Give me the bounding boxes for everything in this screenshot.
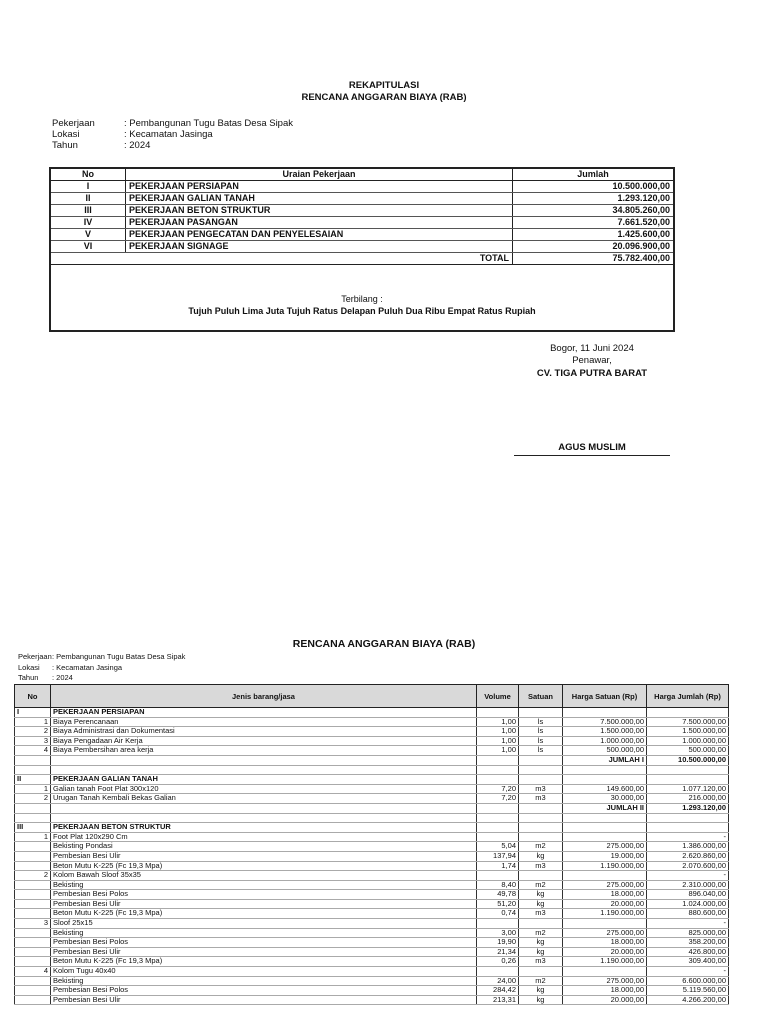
row-unit [519,755,563,765]
row-volume: 51,20 [477,899,519,909]
row-item [51,755,477,765]
row-price: 7.500.000,00 [563,717,647,727]
place-date: Bogor, 11 Juni 2024 [550,343,634,354]
row-item: Biaya Perencanaan [51,717,477,727]
row-total: 500.000,00 [647,746,729,756]
row-volume [477,708,519,718]
row-volume: 1,00 [477,717,519,727]
row-total: 7.500.000,00 [647,717,729,727]
row-price: 19.000,00 [563,851,647,861]
table-row [15,909,729,919]
row-unit: kg [519,947,563,957]
row-sub-no [15,976,51,986]
subtotal-value: 10.500.000,00 [647,755,729,765]
row-volume [477,832,519,842]
blank-cell [51,765,477,775]
row-price: 20.000,00 [563,947,647,957]
row-unit: kg [519,995,563,1005]
recap-row-desc: PEKERJAAN SIGNAGE [126,241,513,253]
row-total: - [647,832,729,842]
row-total: 309.400,00 [647,957,729,967]
table-row [15,899,729,909]
recap-row [51,193,673,205]
subtotal-row [15,755,729,765]
info-label: Tahun [52,140,78,151]
row-price [563,823,647,833]
table-row [15,832,729,842]
blank-row [15,813,729,823]
info-value: : Pembangunan Tugu Batas Desa Sipak [124,118,294,129]
header-no: No [15,685,51,708]
blank-row [15,765,729,775]
recap-row [51,181,673,193]
row-unit: ls [519,736,563,746]
row-item: PEKERJAAN GALIAN TANAH [51,775,477,785]
info-value: : Pembangunan Tugu Batas Desa Sipak [52,652,186,661]
recap-row-desc: PEKERJAAN PASANGAN [126,217,513,229]
row-price: 20.000,00 [563,995,647,1005]
rab-info [18,652,185,684]
row-price: 275.000,00 [563,842,647,852]
row-total: 5.119.560,00 [647,986,729,996]
row-price [563,708,647,718]
recap-row-amount: 10.500.000,00 [513,181,674,193]
row-sub-no [15,957,51,967]
row-item: Beton Mutu K-225 (Fc 19,3 Mpa) [51,957,477,967]
row-unit: m2 [519,880,563,890]
row-volume: 137,94 [477,851,519,861]
table-row [15,938,729,948]
row-unit [519,919,563,929]
subtotal-row [15,803,729,813]
row-price: 1.190.000,00 [563,861,647,871]
recap-row-amount: 1.293.120,00 [513,193,674,205]
rab-body [15,708,729,1005]
row-volume [477,823,519,833]
recap-row-desc: PEKERJAAN GALIAN TANAH [126,193,513,205]
table-row [15,736,729,746]
row-volume: 1,74 [477,861,519,871]
recap-row-no: V [51,229,126,241]
total-value: 75.782.400,00 [513,253,674,265]
row-price: 149.600,00 [563,784,647,794]
row-price: 275.000,00 [563,976,647,986]
recap-row-amount: 7.661.520,00 [513,217,674,229]
row-unit [519,708,563,718]
row-volume: 0,26 [477,957,519,967]
signer-name: AGUS MUSLIM [514,442,670,456]
row-unit: m3 [519,909,563,919]
row-sub-no [15,890,51,900]
header-no: No [51,169,126,181]
row-item: PEKERJAAN BETON STRUKTUR [51,823,477,833]
recap-row-desc: PEKERJAAN PERSIAPAN [126,181,513,193]
row-unit [519,803,563,813]
row-unit: m3 [519,861,563,871]
recap-row-no: VI [51,241,126,253]
row-total [647,708,729,718]
header-item: Jenis barang/jasa [51,685,477,708]
recap-row-no: II [51,193,126,205]
row-item: Pembesian Besi Ulir [51,947,477,957]
recap-row-no: IV [51,217,126,229]
row-price: 1.190.000,00 [563,957,647,967]
info-label: Lokasi [18,662,40,672]
row-sub-no [15,861,51,871]
row-unit: kg [519,899,563,909]
row-price [563,832,647,842]
row-total [647,823,729,833]
row-unit: m3 [519,957,563,967]
row-volume: 1,00 [477,736,519,746]
rab-table [14,684,728,1005]
row-item: Bekisting [51,928,477,938]
row-volume: 21,34 [477,947,519,957]
header-unit-price: Harga Satuan (Rp) [563,685,647,708]
row-sub-no [15,995,51,1005]
section-row [15,775,729,785]
row-sub-no [15,947,51,957]
row-total: 2.620.860,00 [647,851,729,861]
row-volume [477,919,519,929]
row-sub-no [15,899,51,909]
row-sub-no: 2 [15,871,51,881]
row-unit: ls [519,717,563,727]
row-unit [519,775,563,785]
row-total [647,775,729,785]
row-volume: 213,31 [477,995,519,1005]
row-sub-no: 3 [15,736,51,746]
info-value: : Kecamatan Jasinga [124,129,213,140]
table-row [15,727,729,737]
table-row [15,890,729,900]
row-unit [519,823,563,833]
row-item: Urugan Tanah Kembali Bekas Galian [51,794,477,804]
table-row [15,957,729,967]
row-unit: kg [519,986,563,996]
table-row [15,986,729,996]
row-volume [477,803,519,813]
row-total: 216.000,00 [647,794,729,804]
row-volume: 1,00 [477,727,519,737]
row-volume [477,871,519,881]
row-item: Biaya Pembersihan area kerja [51,746,477,756]
info-label: Pekerjaan [52,118,95,129]
row-volume: 0,74 [477,909,519,919]
row-item: Pembesian Besi Polos [51,890,477,900]
header-amount: Jumlah [513,169,674,181]
row-sub-no [15,928,51,938]
row-unit: kg [519,938,563,948]
info-value: : Kecamatan Jasinga [52,662,123,672]
row-sub-no: 1 [15,717,51,727]
row-item: Biaya Pengadaan Air Kerja [51,736,477,746]
row-total: 6.600.000,00 [647,976,729,986]
row-total: 880.600,00 [647,909,729,919]
row-sub-no: 1 [15,832,51,842]
row-unit: m2 [519,928,563,938]
row-volume: 8,40 [477,880,519,890]
row-sub-no [15,986,51,996]
row-price [563,775,647,785]
total-label: TOTAL [51,253,513,265]
row-item: Beton Mutu K-225 (Fc 19,3 Mpa) [51,861,477,871]
table-row [15,871,729,881]
blank-cell [477,765,519,775]
recap-row [51,229,673,241]
row-price: 1.000.000,00 [563,736,647,746]
table-row [15,928,729,938]
row-total: 4.266.200,00 [647,995,729,1005]
row-total: 358.200,00 [647,938,729,948]
row-unit [519,871,563,881]
recap-row-desc: PEKERJAAN BETON STRUKTUR [126,205,513,217]
blank-cell [563,765,647,775]
row-unit: kg [519,851,563,861]
row-unit: ls [519,746,563,756]
row-volume [477,967,519,977]
subtotal-label: JUMLAH II [563,803,647,813]
row-item: Bekisting [51,880,477,890]
row-sub-no: 2 [15,794,51,804]
row-price [563,871,647,881]
row-item: Pembesian Besi Ulir [51,995,477,1005]
row-price: 18.000,00 [563,890,647,900]
row-total: 1.024.000,00 [647,899,729,909]
row-price: 1.190.000,00 [563,909,647,919]
recap-row-amount: 34.805.260,00 [513,205,674,217]
row-item: Sloof 25x15 [51,919,477,929]
row-sub-no: 1 [15,784,51,794]
row-item: Pembesian Besi Polos [51,938,477,948]
header-desc: Uraian Pekerjaan [126,169,513,181]
table-row [15,967,729,977]
recap-title: REKAPITULASI [348,80,420,91]
row-price: 18.000,00 [563,938,647,948]
header-total: Harga Jumlah (Rp) [647,685,729,708]
terbilang-label: Terbilang : [341,294,383,304]
row-unit [519,832,563,842]
row-volume: 7,20 [477,784,519,794]
table-row [15,947,729,957]
row-sub-no [15,851,51,861]
row-total: - [647,919,729,929]
recap-subtitle: RENCANA ANGGARAN BIAYA (RAB) [301,92,467,103]
row-no: III [15,823,51,833]
row-unit: m2 [519,842,563,852]
row-unit: m3 [519,784,563,794]
row-sub-no [15,880,51,890]
blank-cell [647,813,729,823]
row-price: 18.000,00 [563,986,647,996]
table-row [15,861,729,871]
info-value: : 2024 [52,673,73,682]
row-sub-no: 3 [15,919,51,929]
info-label: Pekerjaan [18,652,52,661]
company-name: CV. TIGA PUTRA BARAT [536,368,648,379]
row-item: Galian tanah Foot Plat 300x120 [51,784,477,794]
blank-cell [519,813,563,823]
blank-cell [51,813,477,823]
row-price: 30.000,00 [563,794,647,804]
recap-row-amount: 1.425.600,00 [513,229,674,241]
recap-row-amount: 20.096.900,00 [513,241,674,253]
row-price: 20.000,00 [563,899,647,909]
table-row [15,919,729,929]
blank-cell [647,765,729,775]
row-price: 1.500.000,00 [563,727,647,737]
section-row [15,708,729,718]
row-sub-no: 4 [15,746,51,756]
row-volume: 7,20 [477,794,519,804]
info-value: : 2024 [124,140,151,151]
row-total: 825.000,00 [647,928,729,938]
row-item: Bekisting Pondasi [51,842,477,852]
row-sub-no [15,909,51,919]
row-volume: 1,00 [477,746,519,756]
row-volume: 284,42 [477,986,519,996]
recap-row-desc: PEKERJAAN PENGECATAN DAN PENYELESAIAN [126,229,513,241]
row-unit: ls [519,727,563,737]
row-total: - [647,967,729,977]
table-row [15,851,729,861]
row-total: 1.000.000,00 [647,736,729,746]
row-total: 426.800,00 [647,947,729,957]
row-no: II [15,775,51,785]
header-unit: Satuan [519,685,563,708]
row-no: I [15,708,51,718]
table-row [15,842,729,852]
row-volume: 49,78 [477,890,519,900]
table-row [15,880,729,890]
row-item: Pembesian Besi Ulir [51,899,477,909]
subtotal-label: JUMLAH I [563,755,647,765]
recap-info [52,118,293,151]
blank-cell [519,765,563,775]
row-volume: 3,00 [477,928,519,938]
recap-total-row [51,253,673,265]
table-row [15,995,729,1005]
row-total: - [647,871,729,881]
row-item: Bekisting [51,976,477,986]
rab-title: RENCANA ANGGARAN BIAYA (RAB) [292,638,476,650]
recap-row [51,241,673,253]
section-row [15,823,729,833]
row-unit: m3 [519,794,563,804]
row-price: 500.000,00 [563,746,647,756]
row-total: 896.040,00 [647,890,729,900]
row-unit: kg [519,890,563,900]
row-price: 275.000,00 [563,928,647,938]
row-volume: 19,90 [477,938,519,948]
role: Penawar, [572,355,612,366]
blank-cell [563,813,647,823]
info-label: Tahun [18,673,39,682]
row-total: 2.070.600,00 [647,861,729,871]
info-label: Lokasi [52,129,80,140]
table-row [15,794,729,804]
table-row [15,976,729,986]
row-price: 275.000,00 [563,880,647,890]
recap-row [51,217,673,229]
row-item [51,803,477,813]
row-item: Kolom Bawah Sloof 35x35 [51,871,477,881]
row-sub-no [15,842,51,852]
row-item: Kolom Tugu 40x40 [51,967,477,977]
row-volume: 5,04 [477,842,519,852]
table-row [15,784,729,794]
row-unit [519,967,563,977]
row-item: Biaya Administrasi dan Dokumentasi [51,727,477,737]
recap-row-no: I [51,181,126,193]
row-price [563,967,647,977]
row-volume [477,775,519,785]
subtotal-value: 1.293.120,00 [647,803,729,813]
row-price [563,919,647,929]
terbilang-text: Tujuh Puluh Lima Juta Tujuh Ratus Delapan Puluh Dua Ribu Empat Ratus Rupiah [188,306,536,316]
row-total: 2.310.000,00 [647,880,729,890]
row-volume [477,755,519,765]
row-total: 1.386.000,00 [647,842,729,852]
row-item: PEKERJAAN PERSIAPAN [51,708,477,718]
row-item: Pembesian Besi Ulir [51,851,477,861]
row-item: Foot Plat 120x290 Cm [51,832,477,842]
recap-row-no: III [51,205,126,217]
row-total: 1.077.120,00 [647,784,729,794]
recap-row [51,205,673,217]
blank-cell [477,813,519,823]
row-volume: 24,00 [477,976,519,986]
row-no [15,755,51,765]
row-total: 1.500.000,00 [647,727,729,737]
row-item: Beton Mutu K-225 (Fc 19,3 Mpa) [51,909,477,919]
blank-cell [15,765,51,775]
row-no [15,803,51,813]
blank-cell [15,813,51,823]
table-row [15,746,729,756]
row-sub-no: 2 [15,727,51,737]
row-sub-no [15,938,51,948]
header-volume: Volume [477,685,519,708]
row-sub-no: 4 [15,967,51,977]
table-row [15,717,729,727]
row-item: Pembesian Besi Polos [51,986,477,996]
row-unit: m2 [519,976,563,986]
